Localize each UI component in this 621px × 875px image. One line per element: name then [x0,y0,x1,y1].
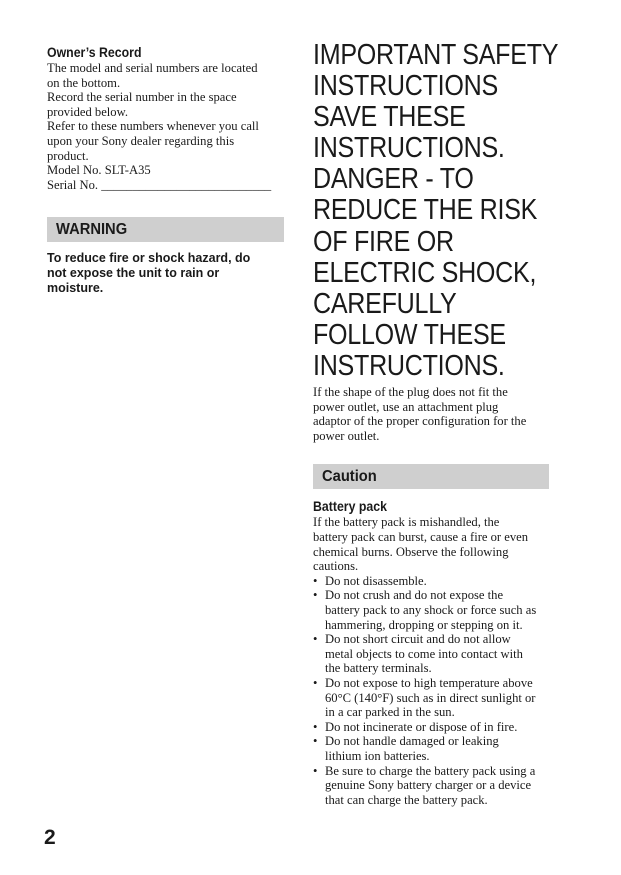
plug-instructions [313,385,553,443]
battery-intro-line: cautions. [313,559,359,574]
caution-line: lithium ion batteries. [325,748,430,763]
owners-record-line: The model and serial numbers are located [47,61,258,75]
caution-line: Do not short circuit and do not allow [325,632,511,647]
headline-line: FOLLOW THESE [313,318,506,351]
headline-line: REDUCE THE RISK [313,194,538,227]
caution-line: in a car parked in the sun. [325,705,455,720]
headline-line: INSTRUCTIONS. [313,349,505,382]
caution-line: 60°C (140°F) such as in direct sunlight or [325,690,536,705]
plug-line: power outlet. [313,428,380,443]
warning-line: moisture. [47,280,104,295]
left-column [47,43,284,295]
headline-line: IMPORTANT SAFETY [313,39,559,71]
owners-record-heading: Owner’s Record [47,44,142,60]
plug-line: If the shape of the plug does not fit the [313,385,508,400]
owners-record-line: provided below. [47,104,129,119]
headline-line: SAVE THESE [313,101,466,134]
caution-bar [313,464,549,489]
bullet: • [313,734,318,749]
bullet: • [313,719,318,734]
caution-item [313,588,553,632]
warning-line: not expose the unit to rain or [47,265,220,280]
owners-record-line: Record the serial number in the space [47,90,237,105]
caution-line: Do not handle damaged or leaking [325,734,499,749]
headline-line: ELECTRIC SHOCK, [313,256,537,289]
caution-label: Caution [322,468,377,486]
caution-line: Do not disassemble. [325,573,427,588]
caution-item [313,764,553,808]
headline-line: OF FIRE OR [313,225,454,258]
headline-line: INSTRUCTIONS. [313,132,505,165]
serial-number-field: Serial No. ___________________________ [47,177,272,192]
warning-text [47,251,284,295]
caution-line: Do not crush and do not expose the [325,588,504,603]
battery-pack-heading: Battery pack [313,498,387,515]
caution-line: genuine Sony battery charger or a device [325,778,532,793]
caution-line: Be sure to charge the battery pack using a [325,763,536,778]
bullet: • [313,573,318,588]
plug-line: adaptor of the proper configuration for the [313,414,527,429]
warning-bar [47,217,284,242]
caution-line: that can charge the battery pack. [325,792,488,807]
caution-line: battery pack to any shock or force such as [325,602,537,617]
battery-intro-line: chemical burns. Observe the following [313,544,509,559]
battery-intro-line: battery pack can burst, cause a fire or even [313,530,529,544]
caution-line: the battery terminals. [325,661,432,676]
owners-record-text [47,61,284,192]
right-column [313,39,559,807]
headline-line: INSTRUCTIONS [313,70,498,103]
owners-record-line: Refer to these numbers whenever you call [47,119,259,134]
caution-item [313,574,553,589]
caution-line: metal objects to come into contact with [325,646,523,661]
caution-line: Do not expose to high temperature above [325,675,533,690]
caution-item [313,734,553,763]
bullet: • [313,675,318,690]
caution-line: hammering, dropping or stepping on it. [325,617,523,632]
owners-record-line: on the bottom. [47,75,121,90]
bullet: • [313,632,318,647]
caution-item [313,632,553,676]
headline-line: CAREFULLY [313,287,457,320]
caution-item [313,720,553,735]
caution-line: Do not incinerate or dispose of in fire. [325,719,518,734]
headline-line: DANGER - TO [313,163,474,196]
warning-line: To reduce fire or shock hazard, do [47,251,251,266]
safety-headline [313,39,559,382]
warning-label: WARNING [56,221,128,239]
owners-record-line: upon your Sony dealer regarding this [47,133,235,148]
bullet: • [313,588,318,603]
caution-item [313,676,553,720]
plug-line: power outlet, use an attachment plug [313,399,499,414]
bullet: • [313,763,318,778]
caution-list [313,574,553,808]
owners-record-line: product. [47,148,89,163]
model-number: Model No. SLT-A35 [47,163,151,178]
battery-intro-line: If the battery pack is mishandled, the [313,515,500,530]
battery-intro [313,515,553,573]
page-number: 2 [44,826,56,849]
